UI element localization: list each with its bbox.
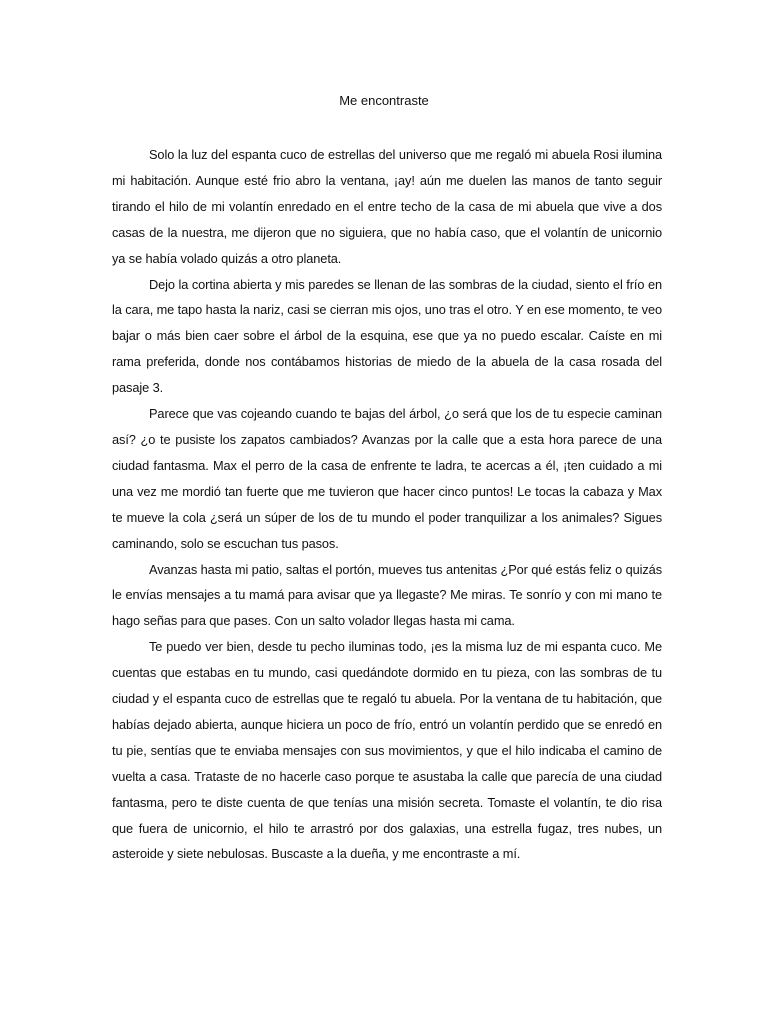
document-title: Me encontraste bbox=[339, 93, 429, 108]
paragraph-3: Parece que vas cojeando cuando te bajas del árbol, ¿o será que los de tu especie caminan así? ¿o te pusiste los zapatos cambiados? Avanzas por la calle que a esta hora parece de una ciudad fantasma. Max el perro de la casa de enfrente te ladra, te acercas a él, ¡ten cuidado a mi una vez me mordió tan fuerte que me tuvieron que hacer cinco puntos! Le tocas la cabaza y Max te mueve la cola ¿será un súper de los de tu mundo el poder tranquilizar a los animales? Sigues caminando, solo se escuchan tus pasos. bbox=[112, 406, 662, 551]
paragraph-4: Avanzas hasta mi patio, saltas el portón, mueves tus antenitas ¿Por qué estás feliz o quizás le envías mensajes a tu mamá para avisar que ya llegaste? Me miras. Te sonrío y con mi mano te hago señas para que pases. Con un salto volador llegas hasta mi cama. bbox=[112, 561, 662, 629]
paragraph-2: Dejo la cortina abierta y mis paredes se llenan de las sombras de la ciudad, siento el frío en la cara, me tapo hasta la nariz, casi se cierran mis ojos, uno tras el otro. Y en ese momento, te veo bajar o más bien caer sobre el árbol de la esquina, ese que ya no puedo escalar. Caíste en mi rama preferida, donde nos contábamos historias de miedo de la abuela de la casa rosada del pasaje 3. bbox=[112, 276, 662, 396]
paragraph-1: Solo la luz del espanta cuco de estrellas del universo que me regaló mi abuela Rosi ilumina mi habitación. Aunque esté frio abro la ventana, ¡ay! aún me duelen las manos de tanto seguir tirando el hilo de mi volantín enredado en el entre techo de la casa de mi abuela que vive a dos casas de la nuestra, me dijeron que no siguiera, que no había caso, que el volantín de unicornio ya se había volado quizás a otro planeta. bbox=[112, 147, 662, 266]
document-body bbox=[112, 142, 662, 867]
paragraph-5: Te puedo ver bien, desde tu pecho iluminas todo, ¡es la misma luz de mi espanta cuco. Me cuentas que estabas en tu mundo, casi quedándote dormido en tu pieza, con las sombras de tu ciudad y el espanta cuco de estrellas que te regaló tu abuela. Por la ventana de tu habitación, que habías dejado abierta, aunque hiciera un poco de frío, entró un volantín perdido que se enredó en tu pie, sentías que te enviaba mensajes con sus movimientos, y que el hilo indicaba el camino de vuelta a casa. Trataste de no hacerle caso porque te asustaba la calle que parecía de una ciudad fantasma, pero te diste cuenta de que tenías una misión secreta. Tomaste el volantín, te dio risa que fuera de unicornio, el hilo te arrastró por dos galaxias, una estrella fugaz, tres nubes, un asteroide y siete nebulosas. Buscaste a la dueña, y me encontraste a mí. bbox=[112, 639, 662, 862]
